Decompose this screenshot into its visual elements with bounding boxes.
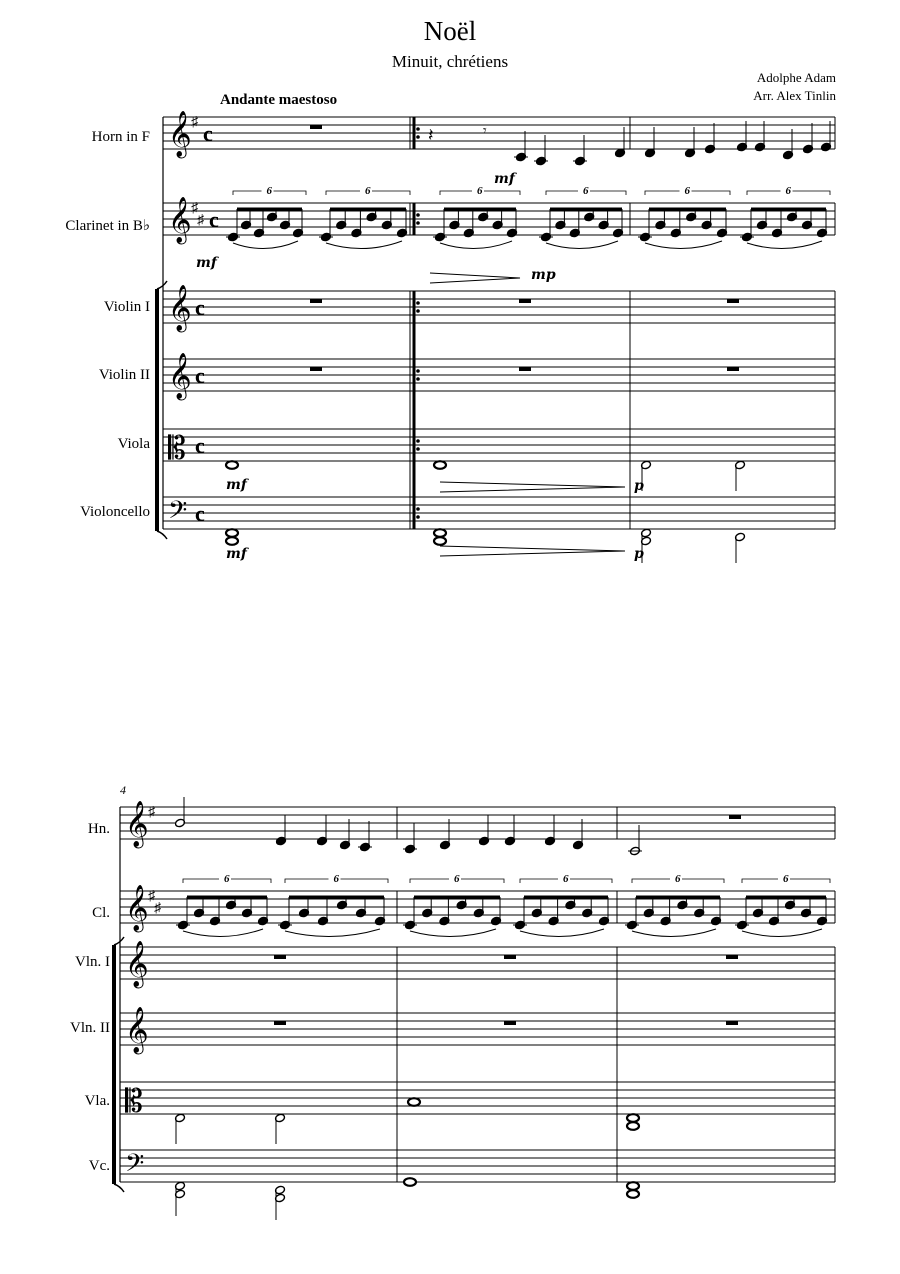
clef: 𝄢 (168, 496, 188, 531)
arranger: Arr. Alex Tinlin (753, 88, 836, 103)
slur (233, 241, 298, 249)
tuplet-six: 6 (785, 185, 791, 197)
repeat-dot (416, 447, 420, 451)
dynamic-vc-m1: mf (226, 546, 247, 562)
dynamic-vla-m1: mf (226, 477, 247, 493)
clef: 𝄞 (125, 1007, 149, 1053)
key-sharp: ♯ (148, 805, 155, 820)
repeat-dot (416, 301, 420, 305)
time-signature: c (195, 501, 205, 526)
whole-note (434, 529, 446, 537)
label-violin-1-short: Vln. I (75, 954, 110, 970)
slur (520, 929, 604, 937)
repeat-dot (416, 127, 420, 131)
slur (183, 929, 263, 937)
tuplet-six: 6 (563, 873, 569, 885)
time-signature: c (209, 207, 219, 232)
slur (747, 241, 822, 249)
key-sharp: ♯ (154, 901, 161, 916)
staff-2-4 (120, 1013, 835, 1045)
whole-rest (310, 125, 322, 129)
label-cello-short: Vc. (88, 1158, 110, 1174)
key-sharp: ♯ (191, 115, 198, 130)
clef: 𝄞 (168, 285, 192, 331)
score-title: Noël (423, 16, 477, 46)
tuplet-six: 6 (224, 873, 230, 885)
clef: 𝄡 (168, 429, 186, 467)
slur (632, 929, 716, 937)
measure-number: 4 (120, 783, 126, 797)
dynamic-cl-m2: mp (531, 267, 556, 283)
score-subtitle: Minuit, chrétiens (391, 52, 509, 71)
time-signature: c (203, 121, 213, 146)
key-sharp: ♯ (197, 213, 204, 228)
repeat-dot (416, 135, 420, 139)
whole-rest (504, 1021, 516, 1025)
tempo-marking: Andante maestoso (220, 92, 338, 108)
whole-rest (729, 815, 741, 819)
repeat-dot (416, 507, 420, 511)
staff-1-6 (163, 497, 835, 529)
clef: 𝄞 (168, 197, 192, 243)
clef: 𝄞 (168, 111, 192, 157)
whole-note (627, 1122, 639, 1130)
whole-note (627, 1182, 639, 1190)
whole-note (226, 529, 238, 537)
whole-rest (726, 955, 738, 959)
eighth-rest: 𝄾 (483, 123, 487, 139)
whole-note (226, 461, 238, 469)
staff-2-1 (120, 807, 835, 839)
quarter-rest: 𝄽 (428, 125, 434, 146)
time-signature: c (195, 433, 205, 458)
label-viola-short: Vla. (84, 1093, 110, 1109)
whole-rest (274, 1021, 286, 1025)
time-signature: c (195, 363, 205, 388)
label-clarinet: Clarinet in B♭ (65, 218, 150, 234)
repeat-dot (416, 213, 420, 217)
staff-1-1 (163, 117, 835, 149)
slur (410, 929, 496, 937)
composer: Adolphe Adam (756, 70, 836, 85)
hairpin-decresc (430, 273, 520, 283)
label-viola: Viola (117, 436, 150, 452)
label-violin-1: Violin I (103, 299, 150, 315)
clef: 𝄞 (168, 353, 192, 399)
tuplet-six: 6 (583, 185, 589, 197)
whole-note (404, 1178, 416, 1186)
dynamic-hn-m2: mf (494, 171, 515, 187)
whole-note (434, 461, 446, 469)
whole-rest (504, 955, 516, 959)
repeat-dot (416, 221, 420, 225)
whole-rest (727, 299, 739, 303)
whole-rest (726, 1021, 738, 1025)
time-signature: c (195, 295, 205, 320)
key-sharp: ♯ (148, 889, 155, 904)
staff-1-3 (163, 291, 835, 323)
dynamic-vc-m3: p (634, 546, 644, 562)
whole-rest (519, 367, 531, 371)
slur (440, 241, 512, 249)
tuplet-six: 6 (365, 185, 371, 197)
whole-note (408, 1098, 420, 1106)
tuplet-six: 6 (454, 873, 460, 885)
clef: 𝄞 (125, 885, 149, 931)
whole-note (226, 537, 238, 545)
whole-rest (727, 367, 739, 371)
whole-note (434, 537, 446, 545)
clef: 𝄡 (125, 1082, 143, 1120)
hairpin-decresc (440, 546, 625, 556)
label-clarinet-short: Cl. (92, 905, 110, 921)
label-cello: Violoncello (80, 504, 150, 520)
whole-rest (310, 367, 322, 371)
tuplet-six: 6 (675, 873, 681, 885)
tuplet-six: 6 (684, 185, 690, 197)
slur (645, 241, 722, 249)
slur (285, 929, 380, 937)
key-sharp: ♯ (191, 201, 198, 216)
dynamic-vla-m3: p (634, 478, 644, 494)
whole-note (627, 1190, 639, 1198)
label-horn: Horn in F (91, 129, 150, 145)
label-violin-2-short: Vln. II (70, 1020, 110, 1036)
staff-1-4 (163, 359, 835, 391)
hairpin-decresc (440, 482, 625, 492)
staff-2-6 (120, 1150, 835, 1182)
whole-note (627, 1114, 639, 1122)
repeat-dot (416, 309, 420, 313)
tuplet-six: 6 (333, 873, 339, 885)
repeat-dot (416, 369, 420, 373)
slur (326, 241, 402, 249)
staff-2-3 (120, 947, 835, 979)
label-violin-2: Violin II (98, 367, 150, 383)
clef: 𝄞 (125, 941, 149, 987)
repeat-dot (416, 377, 420, 381)
whole-rest (310, 299, 322, 303)
slur (546, 241, 618, 249)
label-horn-short: Hn. (87, 821, 110, 837)
repeat-dot (416, 515, 420, 519)
tuplet-six: 6 (783, 873, 789, 885)
tuplet-six: 6 (266, 185, 272, 197)
dynamic-cl-m1: mf (196, 255, 217, 271)
staff-1-5 (163, 429, 835, 461)
repeat-dot (416, 439, 420, 443)
whole-rest (519, 299, 531, 303)
clef: 𝄞 (125, 801, 149, 847)
tuplet-six: 6 (477, 185, 483, 197)
staff-2-5 (120, 1082, 835, 1114)
clef: 𝄢 (125, 1149, 145, 1184)
whole-rest (274, 955, 286, 959)
slur (742, 929, 822, 937)
